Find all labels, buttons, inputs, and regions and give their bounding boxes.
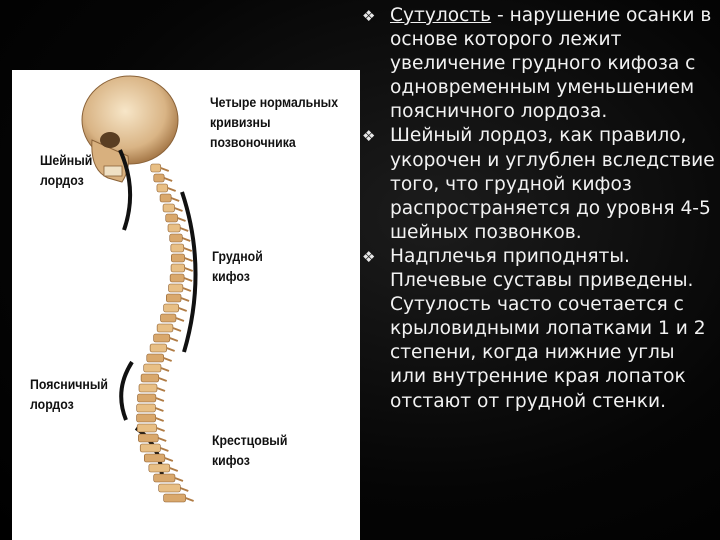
vertebra-process	[186, 498, 194, 501]
lumbar-lordosis-label: Поясничный лордоз	[30, 376, 108, 412]
vertebra-process	[176, 318, 184, 321]
skull-icon	[82, 76, 178, 182]
vertebra-process	[168, 188, 176, 191]
vertebra	[150, 344, 167, 352]
bullet-text: Надплечья приподняты. Плечевые суставы приведены. Сутулость часто сочетается с крыловидными лопатками 1 и 2 степени, когда нижние углы или внутренние края лопаток отстают от грудной стенки.	[390, 245, 706, 412]
vertebra-process	[167, 348, 175, 351]
vertebra	[164, 304, 179, 312]
vertebra-process	[175, 208, 183, 211]
vertebra-process	[184, 278, 192, 281]
square-bullet-icon: ❖	[362, 127, 376, 146]
vertebra	[140, 444, 160, 452]
vertebra	[160, 194, 171, 202]
vertebra	[137, 414, 156, 422]
vertebra	[170, 234, 183, 242]
vertebra-process	[181, 298, 189, 301]
bullet-list	[356, 4, 716, 414]
vertebra-process	[171, 198, 179, 201]
vertebra	[166, 214, 178, 222]
term-stoop: Сутулость	[390, 5, 492, 26]
vertebra	[171, 254, 184, 262]
vertebra	[154, 474, 175, 482]
vertebra	[163, 204, 174, 212]
vertebra	[166, 294, 181, 302]
vertebra-process	[180, 488, 188, 491]
vertebra	[171, 264, 185, 272]
vertebra-process	[184, 248, 192, 251]
vertebra	[144, 454, 165, 462]
vertebra-process	[161, 168, 169, 171]
lumbar-bracket	[121, 362, 132, 420]
vertebra	[141, 374, 159, 382]
cervical-lordosis-label: Шейный лордоз	[40, 152, 93, 188]
vertebra-process	[158, 438, 166, 441]
vertebra-process	[156, 418, 164, 421]
bullet-item-cervical	[356, 124, 716, 244]
vertebra-process	[182, 238, 190, 241]
vertebra-process	[170, 338, 178, 341]
vertebra	[139, 384, 157, 392]
vertebra	[168, 224, 180, 232]
vertebra	[161, 314, 176, 322]
vertebra-process	[183, 288, 191, 291]
vertebra	[159, 484, 181, 492]
vertebra-process	[175, 478, 183, 481]
vertebra-process	[170, 468, 178, 471]
vertebral-column	[137, 164, 194, 502]
vertebra	[154, 174, 164, 182]
vertebra-process	[179, 308, 187, 311]
sacral-kyphosis-label: Крестцовый кифоз	[212, 432, 288, 468]
thoracic-kyphosis-label: Грудной кифоз	[212, 248, 263, 284]
vertebra	[137, 424, 156, 432]
vertebra	[147, 354, 164, 362]
vertebra	[151, 164, 161, 172]
vertebra-process	[185, 268, 193, 271]
vertebra	[157, 324, 173, 332]
vertebra-process	[160, 448, 168, 451]
bullet-item-shoulders	[356, 245, 716, 414]
vertebra	[169, 284, 183, 292]
bullet-text: - нарушение осанки в основе которого лежит увеличение грудного кифоза с одновременным уменьшением поясничного лордоза.	[390, 5, 712, 123]
vertebra	[137, 404, 156, 412]
vertebra-process	[159, 378, 167, 381]
bullet-item-stoop	[356, 4, 716, 124]
vertebra-process	[164, 358, 172, 361]
spine-illustration	[12, 70, 360, 540]
vertebra-process	[178, 218, 186, 221]
square-bullet-icon: ❖	[362, 247, 376, 266]
vertebra-process	[157, 428, 165, 431]
vertebra	[138, 434, 158, 442]
four-curves-label: Четыре нормальных кривизны позвоночника	[210, 94, 339, 150]
vertebra-process	[161, 368, 169, 371]
vertebra-process	[173, 328, 181, 331]
vertebra	[149, 464, 170, 472]
vertebra	[171, 244, 184, 252]
vertebra	[157, 184, 168, 192]
vertebra-process	[156, 398, 164, 401]
vertebra-process	[165, 458, 173, 461]
vertebra-process	[155, 408, 163, 411]
bullet-text: Шейный лордоз, как правило, укорочен и углублен вследствие того, что грудной кифоз распространяется до уровня 4-5 шейных позвонков.	[390, 125, 715, 243]
vertebra-process	[180, 228, 188, 231]
vertebra	[170, 274, 184, 282]
vertebra	[138, 394, 156, 402]
vertebra	[144, 364, 161, 372]
vertebra	[164, 494, 186, 502]
vertebra	[154, 334, 170, 342]
square-bullet-icon: ❖	[362, 7, 376, 25]
vertebra-process	[157, 388, 165, 391]
vertebra-process	[185, 258, 193, 261]
vertebra-process	[164, 178, 172, 181]
